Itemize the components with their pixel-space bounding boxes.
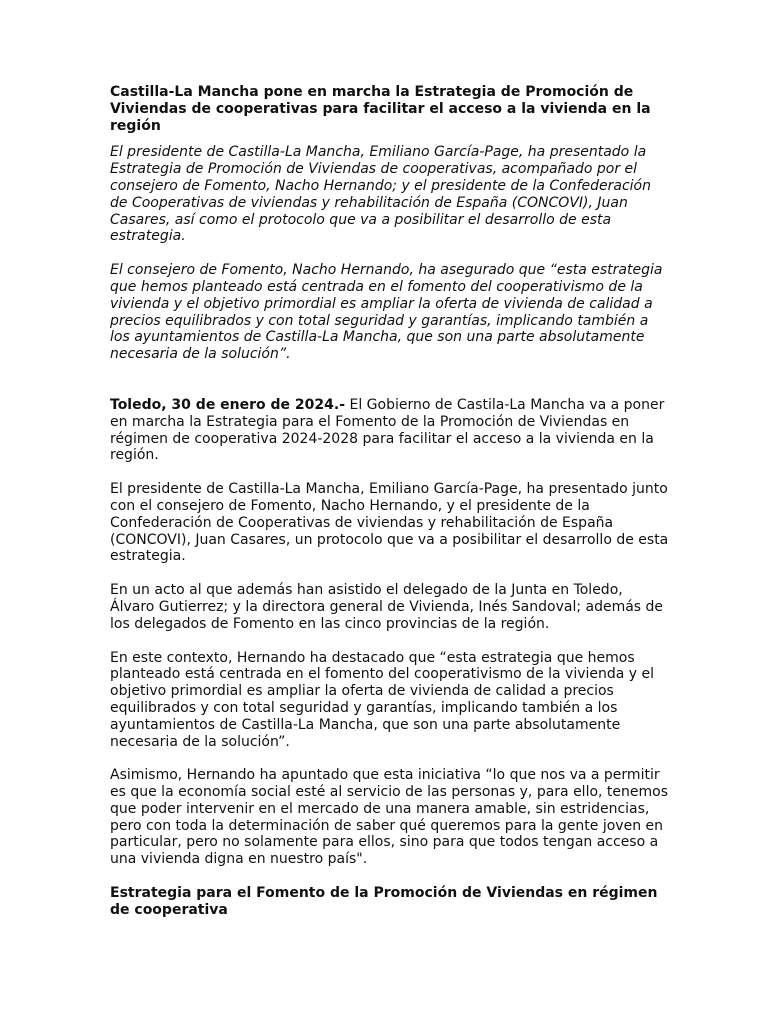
lead-paragraph-2: El consejero de Fomento, Nacho Hernando, ha asegurado que “esta estrategia que hemos planteado está centrada en el fomento del cooperativismo de la vivienda y el objetivo primordial es ampliar la oferta de vivienda de calidad a precios equilibrados y con total seguridad y garantías, implicando también a los ayuntamientos de Castilla-La Mancha, que son una parte absolutamente necesaria de la solución”. bbox=[110, 262, 663, 363]
dateline: Toledo, 30 de enero de 2024.- bbox=[110, 396, 346, 413]
document-title: Castilla-La Mancha pone en marcha la Estrategia de Promoción de Viviendas de cooperativas para facilitar el acceso a la vivienda en la región bbox=[110, 84, 651, 134]
first-paragraph-text: El Gobierno de Castila-La Mancha va a poner en marcha la Estrategia para el Fomento de la Promoción de Viviendas en régimen de cooperativa 2024-2028 para facilitar el acceso a la vivienda en la región. bbox=[110, 396, 665, 464]
lead-paragraph-1: El presidente de Castilla-La Mancha, Emiliano García-Page, ha presentado la Estrategia de Promoción de Viviendas de cooperativas, acompañado por el consejero de Fomento, Nacho Hernando; y el presidente de la Confederación de Cooperativas de viviendas y rehabilitación de España (CONCOVI), Juan Casares, así como el protocolo que va a posibilitar el desarrollo de esta estrategia. bbox=[110, 144, 651, 245]
document-page bbox=[110, 84, 670, 919]
body-paragraph-1: El presidente de Castilla-La Mancha, Emiliano García-Page, ha presentado junto con el consejero de Fomento, Nacho Hernando, y el presidente de la Confederación de Cooperativas de viviendas y rehabilitación de España (CONCOVI), Juan Casares, un protocolo que va a posibilitar el desarrollo de esta estrategia. bbox=[110, 481, 669, 565]
section-subheading: Estrategia para el Fomento de la Promoción de Viviendas en régimen de cooperativa bbox=[110, 885, 658, 918]
body-paragraph-2: En un acto al que además han asistido el delegado de la Junta en Toledo, Álvaro Gutierrez; y la directora general de Vivienda, Inés Sandoval; además de los delegados de Fomento en las cinco provincias de la región. bbox=[110, 582, 664, 632]
body-paragraph-3: En este contexto, Hernando ha destacado que “esta estrategia que hemos planteado está centrada en el fomento del cooperativismo de la vivienda y el objetivo primordial es ampliar la oferta de vivienda de calidad a precios equilibrados y con total seguridad y garantías, implicando también a los ayuntamientos de Castilla-La Mancha, que son una parte absolutamente necesaria de la solución”. bbox=[110, 649, 655, 750]
body-paragraph-4: Asimismo, Hernando ha apuntado que esta iniciativa “lo que nos va a permitir es que la economía social esté al servicio de las personas y, para ello, tenemos que poder intervenir en el mercado de una manera amable, sin estridencias, pero con toda la determinación de saber qué queremos para la gente joven en particular, pero no solamente para ellos, sino para que todos tengan acceso a una vivienda digna en nuestro país". bbox=[110, 767, 669, 868]
first-paragraph bbox=[110, 397, 670, 464]
